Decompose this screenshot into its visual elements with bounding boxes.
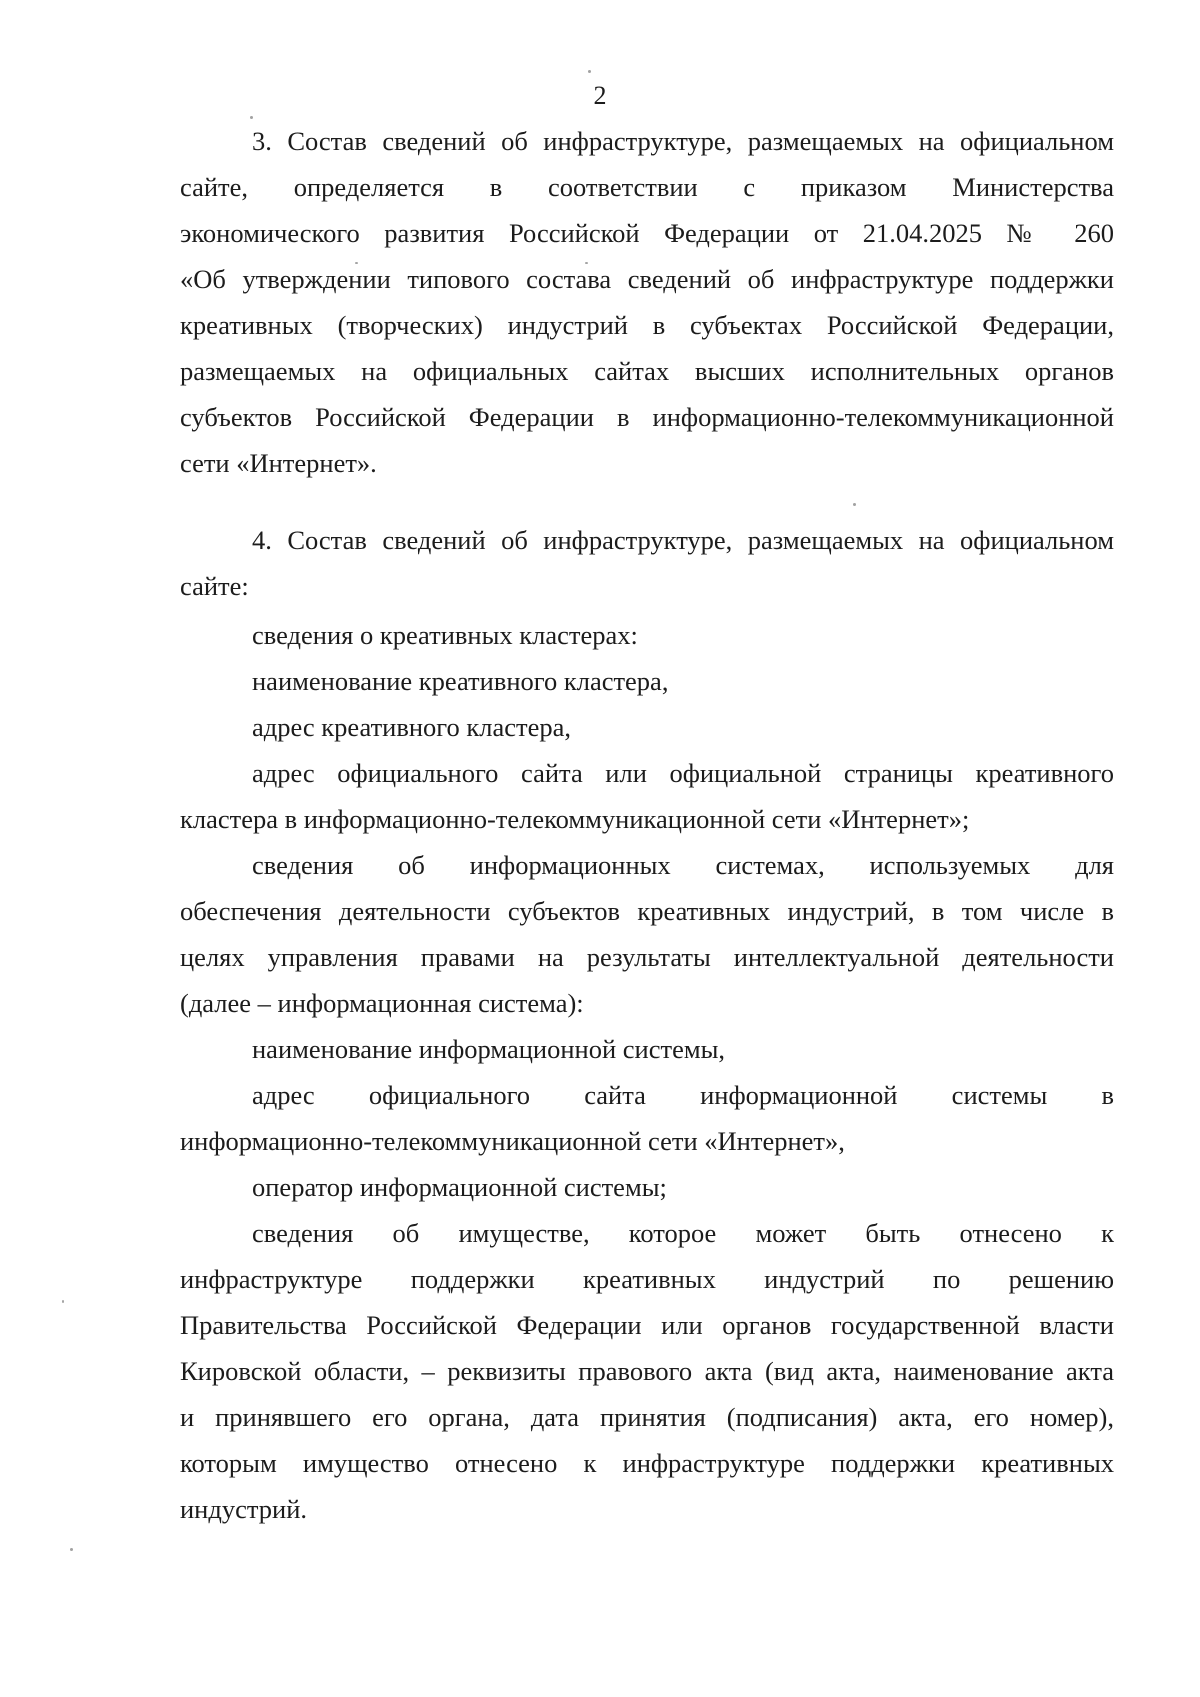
scan-speck (355, 262, 358, 264)
list-item: адрес официального сайта информационной системы в (252, 1080, 1114, 1110)
list-item: оператор информационной системы; (252, 1172, 667, 1202)
list-item: сведения об информационных системах, используемых для (252, 850, 1114, 880)
scan-speck (70, 1548, 73, 1551)
text-line: и принявшего его органа, дата принятия (подписания) акта, его номер), (180, 1402, 1114, 1432)
scan-speck (62, 1300, 64, 1303)
list-item: сведения о креативных кластерах: (252, 620, 638, 650)
list-item: адрес креативного кластера, (252, 712, 571, 742)
text-line: сайте: (180, 571, 249, 601)
text-line: обеспечения деятельности субъектов креативных индустрий, в том числе в (180, 896, 1114, 926)
text-line: целях управления правами на результаты интеллектуальной деятельности (180, 942, 1114, 972)
text-line: информационно-телекоммуникационной сети «Интернет», (180, 1126, 845, 1156)
paragraph-4-list (180, 612, 1114, 1532)
text-line: размещаемых на официальных сайтах высших исполнительных органов (180, 356, 1114, 386)
text-line: сайте, определяется в соответствии с приказом Министерства (180, 172, 1114, 202)
text-line: 3. Состав сведений об инфраструктуре, размещаемых на официальном (252, 126, 1114, 156)
text-line: 4. Состав сведений об инфраструктуре, размещаемых на официальном (252, 525, 1114, 555)
scan-speck (585, 262, 588, 264)
text-line: инфраструктуре поддержки креативных индустрий по решению (180, 1264, 1114, 1294)
text-line: Правительства Российской Федерации или органов государственной власти (180, 1310, 1114, 1340)
text-line: которым имущество отнесено к инфраструктуре поддержки креативных (180, 1448, 1114, 1478)
list-item: сведения об имуществе, которое может быть отнесено к (252, 1218, 1114, 1248)
text-line: (далее – информационная система): (180, 988, 584, 1018)
scan-speck (250, 116, 253, 119)
text-line: Кировской области, – реквизиты правового акта (вид акта, наименование акта (180, 1356, 1114, 1386)
list-item: наименование информационной системы, (252, 1034, 726, 1064)
paragraph-3 (180, 118, 1114, 486)
list-item: наименование креативного кластера, (252, 666, 669, 696)
scan-speck (853, 503, 856, 506)
text-line: субъектов Российской Федерации в информационно-телекоммуникационной (180, 402, 1114, 432)
text-line: сети «Интернет». (180, 448, 377, 478)
text-line: индустрий. (180, 1494, 308, 1524)
text-line: кластера в информационно-телекоммуникационной сети «Интернет»; (180, 804, 970, 834)
text-line: «Об утверждении типового состава сведений об инфраструктуре поддержки (180, 264, 1114, 294)
page-number: 2 (593, 81, 607, 110)
text-line: экономического развития Российской Федерации от 21.04.2025 № 260 (180, 218, 1114, 248)
text-line: креативных (творческих) индустрий в субъектах Российской Федерации, (180, 310, 1114, 340)
paragraph-4 (180, 517, 1114, 609)
list-item: адрес официального сайта или официальной страницы креативного (252, 758, 1114, 788)
scan-speck (588, 70, 591, 73)
